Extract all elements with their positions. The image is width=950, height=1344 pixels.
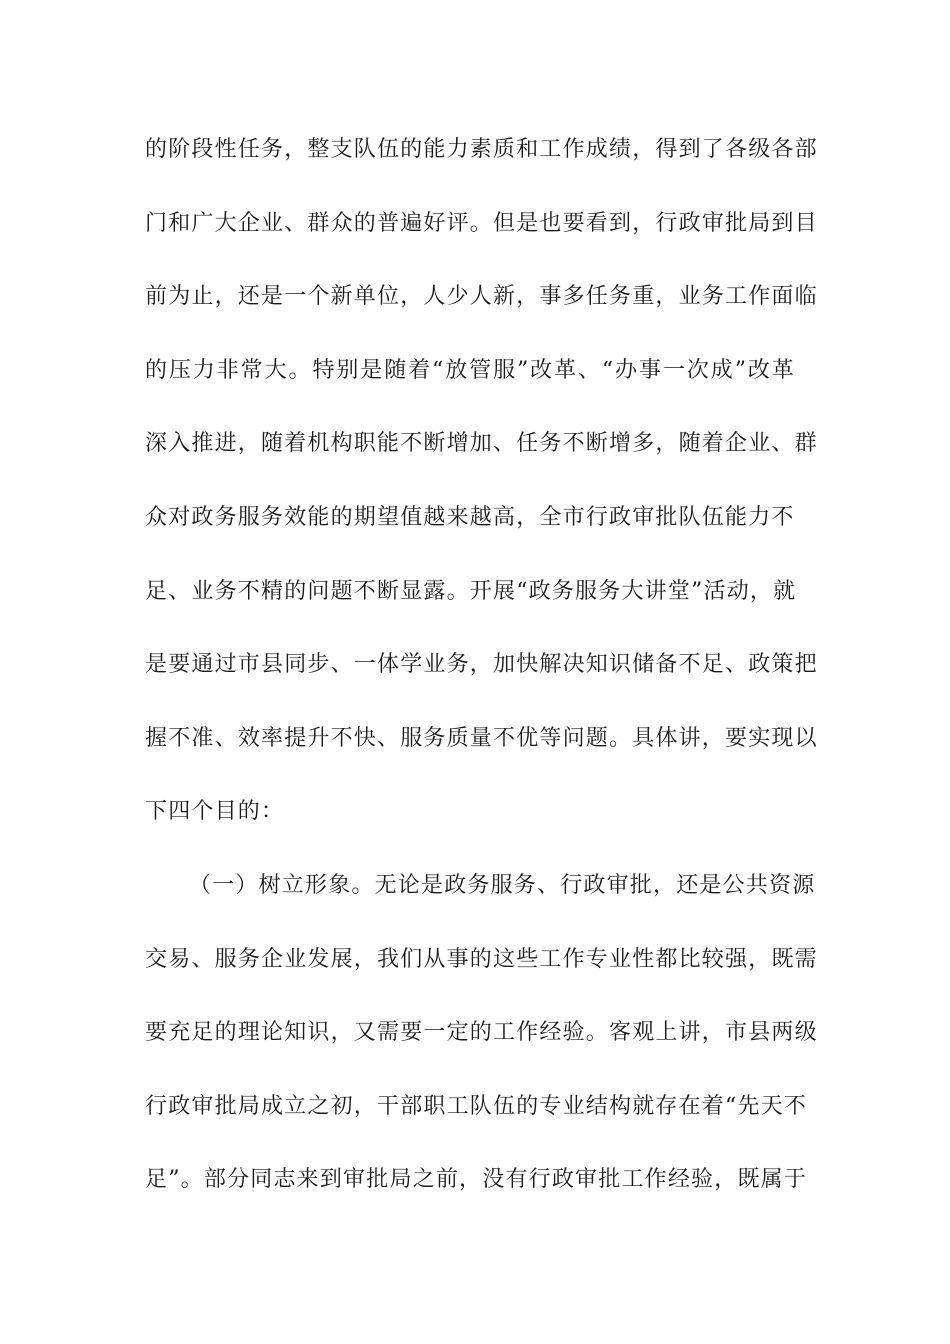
text-line-10: 下四个目的：: [145, 799, 285, 825]
text-line-7: 足、业务不精的问题不断显露。开展“政务服务大讲堂”活动，就: [145, 578, 797, 604]
text-line-14: 行政审批局成立之初，干部职工队伍的专业结构就存在着“先天不: [145, 1093, 808, 1119]
text-line-15: 足”。部分同志来到审批局之前，没有行政审批工作经验，既属于: [145, 1167, 808, 1193]
text-line-9: 握不准、效率提升不快、服务质量不优等问题。具体讲，要实现以: [145, 725, 818, 751]
text-line-11: （一）树立形象。无论是政务服务、行政审批，还是公共资源: [189, 872, 816, 898]
text-line-8: 是要通过市县同步、一体学业务，加快解决知识储备不足、政策把: [145, 652, 818, 678]
text-line-2: 门和广大企业、群众的普遍好评。但是也要看到，行政审批局到目: [145, 210, 818, 236]
text-line-4: 的压力非常大。特别是随着“放管服”改革、“办事一次成”改革: [145, 357, 795, 383]
text-line-13: 要充足的理论知识，又需要一定的工作经验。客观上讲，市县两级: [145, 1020, 818, 1046]
text-line-12: 交易、服务企业发展，我们从事的这些工作专业性都比较强，既需: [145, 946, 818, 972]
text-line-6: 众对政务服务效能的期望值越来越高，全市行政审批队伍能力不: [145, 504, 795, 530]
text-line-3: 前为止，还是一个新单位，人少人新，事多任务重，业务工作面临: [145, 284, 818, 310]
body-text: [145, 128, 818, 1232]
text-line-5: 深入推进，随着机构职能不断增加、任务不断增多，随着企业、群: [145, 431, 818, 457]
text-line-1: 的阶段性任务，整支队伍的能力素质和工作成绩，得到了各级各部: [145, 137, 818, 162]
